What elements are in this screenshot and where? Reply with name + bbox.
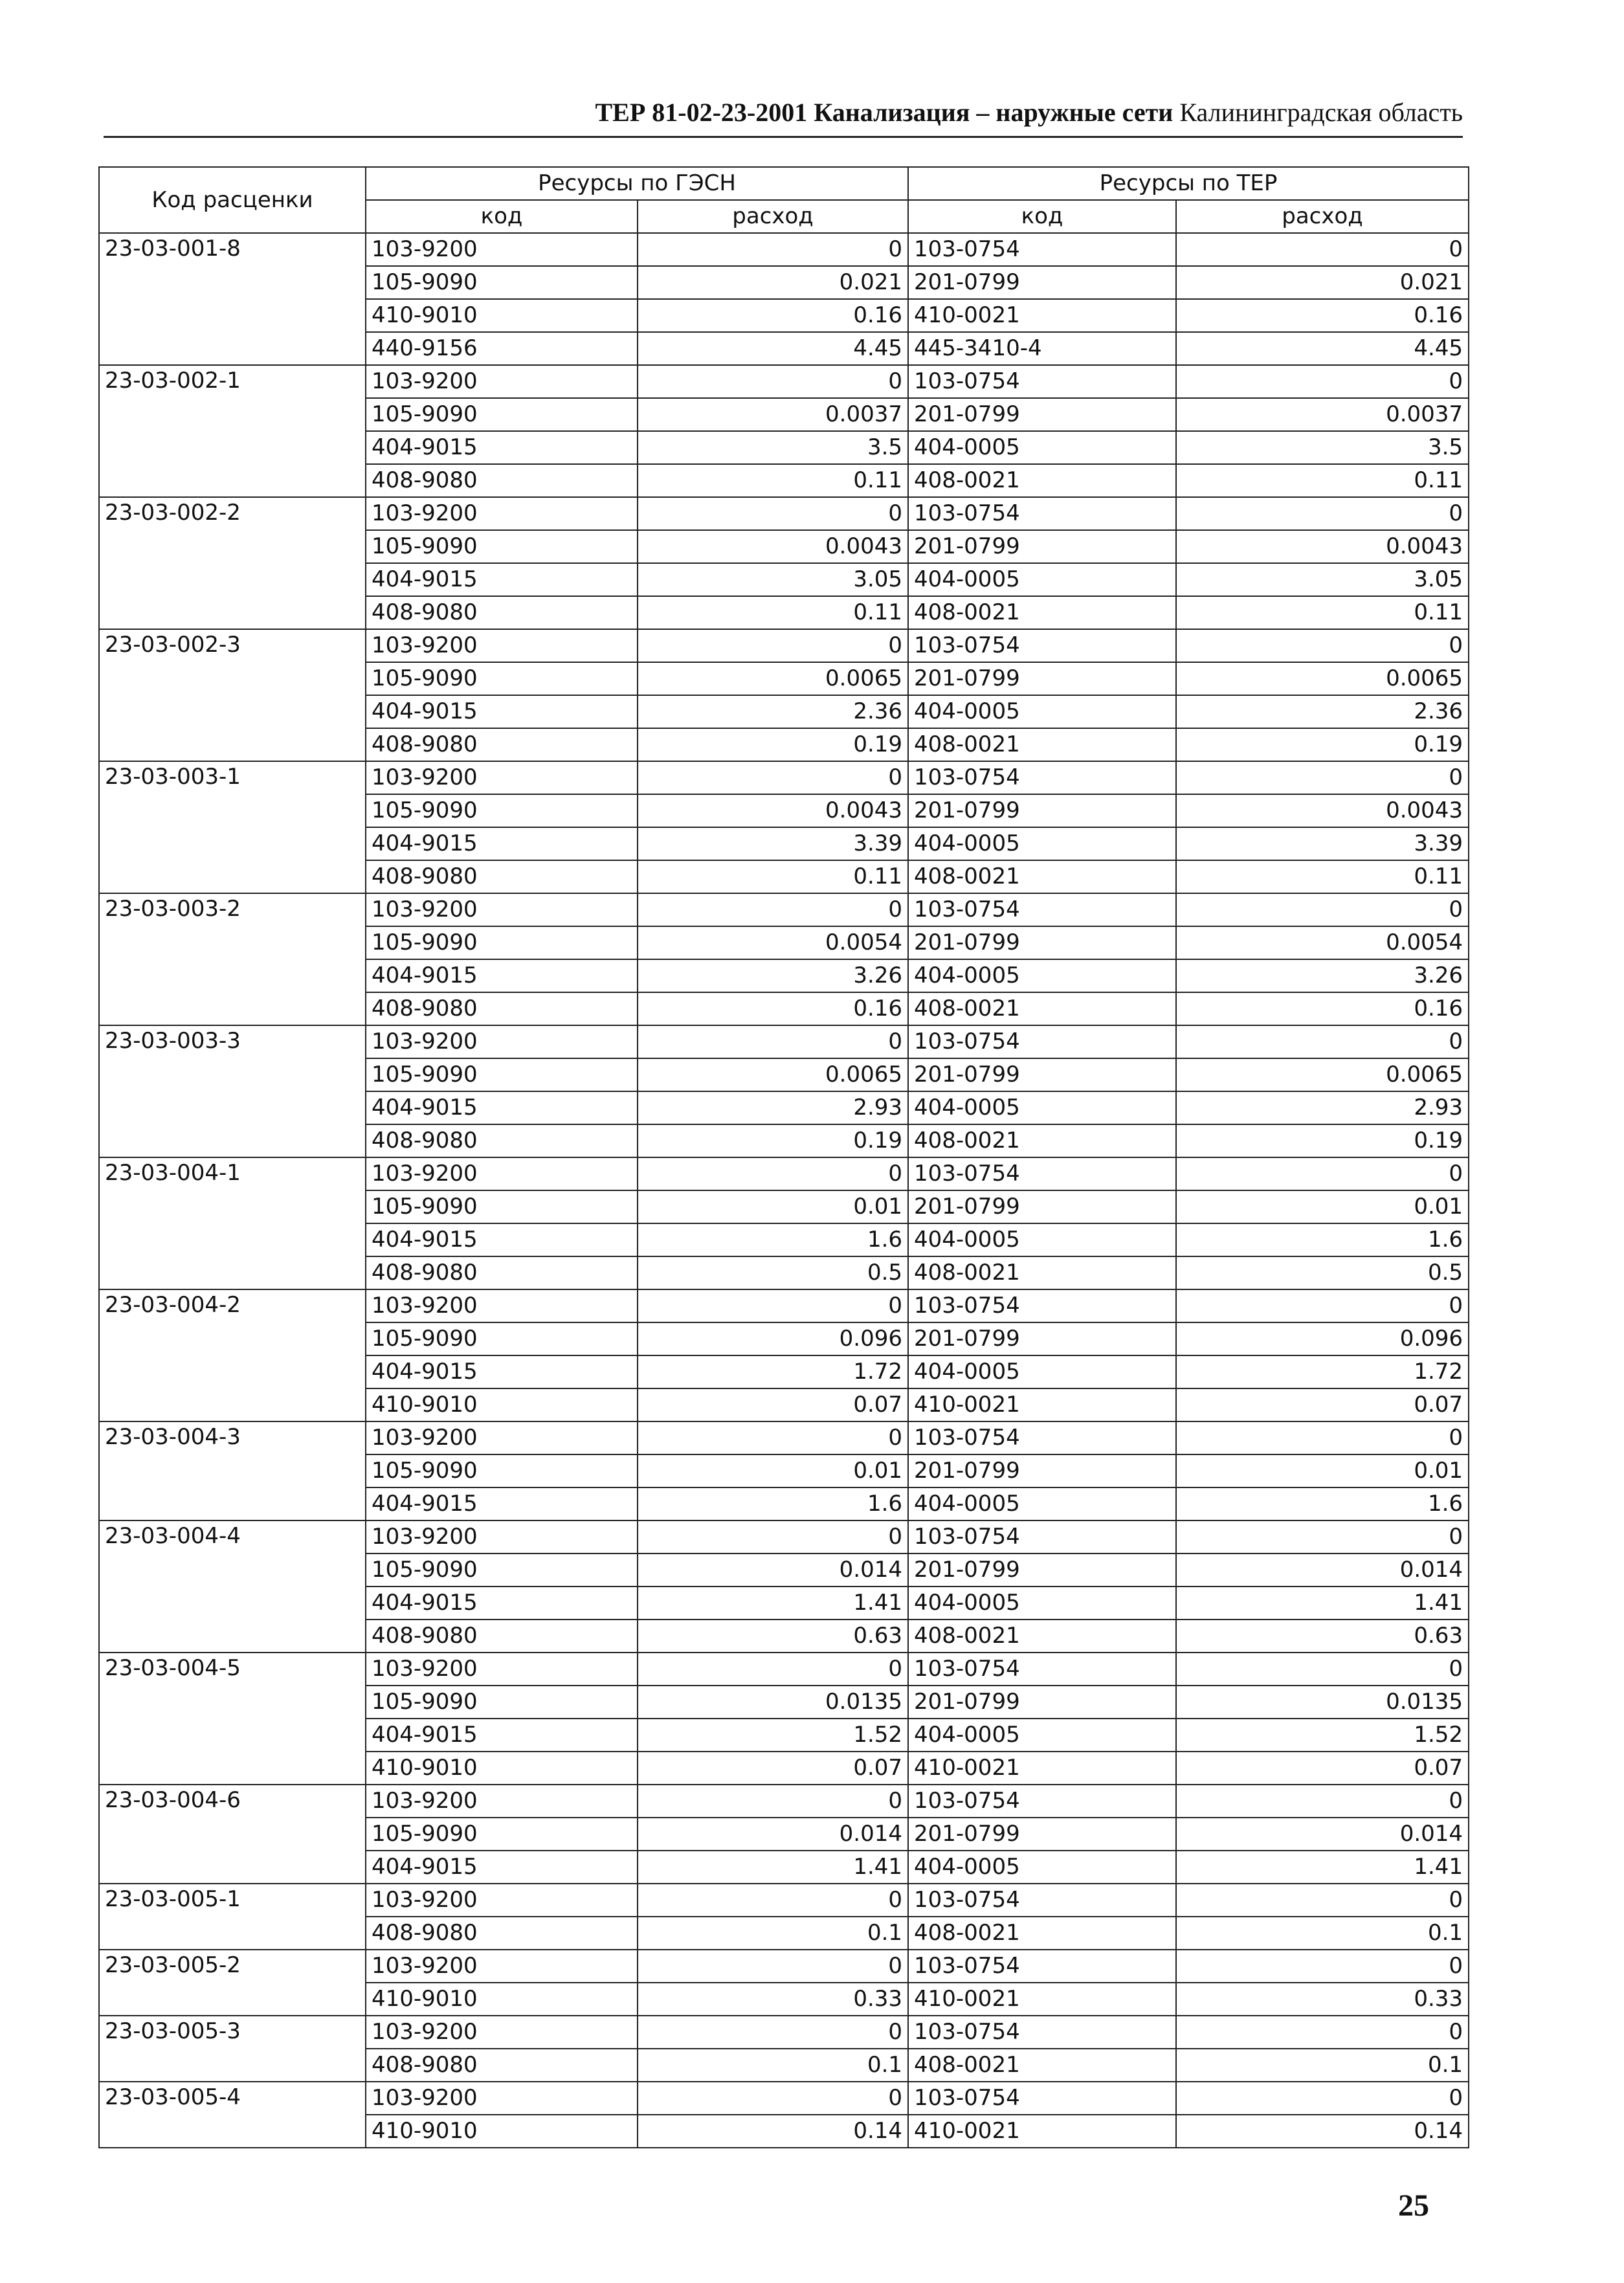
gesn-rate-cell: 0.0135 [638, 1686, 908, 1719]
gesn-rate-cell: 0 [638, 1950, 908, 1983]
ter-code-cell: 201-0799 [908, 1454, 1176, 1487]
ter-code-cell: 404-0005 [908, 1223, 1176, 1256]
region-name: Калининградская область [1179, 98, 1463, 127]
gesn-code-cell: 103-9200 [366, 1884, 638, 1917]
ter-rate-cell: 0.021 [1176, 266, 1469, 299]
ter-code-cell: 408-0021 [908, 860, 1176, 893]
rate-code-cell: 23-03-005-4 [99, 2082, 366, 2148]
page-number: 25 [1398, 2188, 1429, 2223]
gesn-code-cell: 408-9080 [366, 464, 638, 497]
ter-code-cell: 408-0021 [908, 2049, 1176, 2082]
ter-rate-cell: 0.11 [1176, 596, 1469, 629]
gesn-rate-cell: 0.11 [638, 860, 908, 893]
ter-code-cell: 445-3410-4 [908, 332, 1176, 365]
ter-rate-cell: 0.19 [1176, 728, 1469, 761]
gesn-code-cell: 410-9010 [366, 299, 638, 332]
table-row [99, 1025, 1469, 1058]
ter-code-cell: 408-0021 [908, 728, 1176, 761]
ter-rate-cell: 0 [1176, 1289, 1469, 1322]
gesn-code-cell: 105-9090 [366, 794, 638, 827]
ter-code-cell: 103-0754 [908, 1025, 1176, 1058]
ter-rate-cell: 3.5 [1176, 431, 1469, 464]
ter-code-cell: 201-0799 [908, 398, 1176, 431]
page-header [104, 97, 1463, 138]
ter-rate-cell: 0 [1176, 1950, 1469, 1983]
ter-rate-cell: 0.0054 [1176, 926, 1469, 959]
ter-rate-cell: 0 [1176, 629, 1469, 662]
ter-code-cell: 103-0754 [908, 497, 1176, 530]
gesn-code-cell: 408-9080 [366, 1917, 638, 1950]
ter-code-cell: 404-0005 [908, 1091, 1176, 1124]
ter-code-cell: 408-0021 [908, 1620, 1176, 1653]
ter-rate-cell: 0.0043 [1176, 794, 1469, 827]
gesn-rate-cell: 0 [638, 629, 908, 662]
gesn-rate-cell: 0.014 [638, 1818, 908, 1851]
gesn-code-cell: 103-9200 [366, 497, 638, 530]
ter-rate-cell: 0.014 [1176, 1554, 1469, 1587]
gesn-rate-cell: 4.45 [638, 332, 908, 365]
ter-code-cell: 410-0021 [908, 299, 1176, 332]
rate-code-cell: 23-03-002-2 [99, 497, 366, 629]
ter-rate-cell: 0.01 [1176, 1454, 1469, 1487]
gesn-rate-cell: 0 [638, 1520, 908, 1554]
table-row [99, 1950, 1469, 1983]
gesn-code-cell: 404-9015 [366, 563, 638, 596]
ter-rate-cell: 1.72 [1176, 1355, 1469, 1388]
gesn-rate-cell: 0.096 [638, 1322, 908, 1355]
gesn-rate-cell: 0 [638, 365, 908, 398]
gesn-code-cell: 404-9015 [366, 695, 638, 728]
ter-rate-cell: 0.19 [1176, 1124, 1469, 1157]
ter-rate-cell: 1.6 [1176, 1487, 1469, 1520]
rate-code-cell: 23-03-002-3 [99, 629, 366, 761]
gesn-code-cell: 105-9090 [366, 1686, 638, 1719]
gesn-rate-cell: 0.16 [638, 992, 908, 1025]
rate-code-cell: 23-03-004-1 [99, 1157, 366, 1289]
gesn-rate-cell: 0.1 [638, 2049, 908, 2082]
gesn-rate-cell: 0.01 [638, 1190, 908, 1223]
table-row [99, 893, 1469, 926]
ter-rate-cell: 0.11 [1176, 464, 1469, 497]
ter-code-cell: 103-0754 [908, 1421, 1176, 1454]
gesn-rate-cell: 0.07 [638, 1752, 908, 1785]
gesn-code-cell: 105-9090 [366, 398, 638, 431]
gesn-code-cell: 105-9090 [366, 1322, 638, 1355]
ter-code-cell: 201-0799 [908, 1058, 1176, 1091]
table-row [99, 1653, 1469, 1686]
gesn-rate-cell: 0.0054 [638, 926, 908, 959]
ter-rate-cell: 0 [1176, 1520, 1469, 1554]
gesn-code-cell: 103-9200 [366, 2016, 638, 2049]
ter-rate-cell: 0 [1176, 1785, 1469, 1818]
ter-rate-cell: 0.01 [1176, 1190, 1469, 1223]
gesn-code-cell: 105-9090 [366, 266, 638, 299]
gesn-rate-cell: 0.01 [638, 1454, 908, 1487]
gesn-code-cell: 103-9200 [366, 1025, 638, 1058]
ter-rate-cell: 2.36 [1176, 695, 1469, 728]
ter-code-cell: 103-0754 [908, 761, 1176, 794]
gesn-rate-cell: 0.5 [638, 1256, 908, 1289]
ter-rate-cell: 2.93 [1176, 1091, 1469, 1124]
table-row [99, 497, 1469, 530]
gesn-code-cell: 103-9200 [366, 893, 638, 926]
ter-rate-cell: 0 [1176, 761, 1469, 794]
gesn-code-cell: 404-9015 [366, 1223, 638, 1256]
ter-rate-cell: 0.1 [1176, 1917, 1469, 1950]
ter-code-cell: 404-0005 [908, 827, 1176, 860]
gesn-rate-cell: 0.19 [638, 728, 908, 761]
ter-code-cell: 103-0754 [908, 1520, 1176, 1554]
gesn-rate-cell: 0.19 [638, 1124, 908, 1157]
ter-code-cell: 410-0021 [908, 2115, 1176, 2148]
gesn-rate-cell: 0 [638, 893, 908, 926]
ter-rate-cell: 0 [1176, 1025, 1469, 1058]
ter-rate-cell: 0.14 [1176, 2115, 1469, 2148]
ter-code-cell: 404-0005 [908, 1355, 1176, 1388]
gesn-code-cell: 103-9200 [366, 1289, 638, 1322]
gesn-code-cell: 105-9090 [366, 1554, 638, 1587]
table-row [99, 1884, 1469, 1917]
gesn-code-cell: 404-9015 [366, 1587, 638, 1620]
gesn-code-cell: 404-9015 [366, 431, 638, 464]
header-ter-rate: расход [1176, 200, 1469, 233]
ter-rate-cell: 0 [1176, 1653, 1469, 1686]
rate-code-cell: 23-03-005-1 [99, 1884, 366, 1950]
gesn-rate-cell: 0 [638, 1785, 908, 1818]
ter-rate-cell: 0.096 [1176, 1322, 1469, 1355]
ter-code-cell: 201-0799 [908, 794, 1176, 827]
gesn-rate-cell: 2.36 [638, 695, 908, 728]
gesn-rate-cell: 0 [638, 761, 908, 794]
table-row [99, 2082, 1469, 2115]
document-title: Канализация – наружные сети [814, 98, 1174, 127]
ter-rate-cell: 0 [1176, 1421, 1469, 1454]
ter-rate-cell: 0 [1176, 497, 1469, 530]
ter-code-cell: 408-0021 [908, 464, 1176, 497]
gesn-code-cell: 105-9090 [366, 1190, 638, 1223]
rate-code-cell: 23-03-005-2 [99, 1950, 366, 2016]
gesn-rate-cell: 0 [638, 1157, 908, 1190]
gesn-code-cell: 404-9015 [366, 827, 638, 860]
gesn-code-cell: 410-9010 [366, 1983, 638, 2016]
ter-rate-cell: 0.014 [1176, 1818, 1469, 1851]
ter-code-cell: 408-0021 [908, 1256, 1176, 1289]
gesn-rate-cell: 0 [638, 233, 908, 266]
ter-rate-cell: 1.52 [1176, 1719, 1469, 1752]
ter-code-cell: 408-0021 [908, 596, 1176, 629]
gesn-code-cell: 404-9015 [366, 1719, 638, 1752]
gesn-code-cell: 103-9200 [366, 365, 638, 398]
ter-rate-cell: 0 [1176, 1157, 1469, 1190]
ter-code-cell: 201-0799 [908, 926, 1176, 959]
rate-code-cell: 23-03-004-2 [99, 1289, 366, 1421]
gesn-code-cell: 408-9080 [366, 1620, 638, 1653]
ter-code-cell: 404-0005 [908, 1851, 1176, 1884]
gesn-code-cell: 105-9090 [366, 662, 638, 695]
gesn-rate-cell: 3.5 [638, 431, 908, 464]
gesn-rate-cell: 0.63 [638, 1620, 908, 1653]
gesn-rate-cell: 0.0043 [638, 794, 908, 827]
table-row [99, 629, 1469, 662]
ter-code-cell: 404-0005 [908, 695, 1176, 728]
ter-code-cell: 103-0754 [908, 1950, 1176, 1983]
ter-code-cell: 103-0754 [908, 1884, 1176, 1917]
ter-rate-cell: 0 [1176, 893, 1469, 926]
ter-rate-cell: 4.45 [1176, 332, 1469, 365]
ter-code-cell: 404-0005 [908, 1487, 1176, 1520]
header-gesn-resources: Ресурсы по ГЭСН [366, 167, 908, 200]
gesn-rate-cell: 0 [638, 1289, 908, 1322]
gesn-code-cell: 103-9200 [366, 233, 638, 266]
gesn-rate-cell: 0 [638, 2082, 908, 2115]
gesn-rate-cell: 0.0065 [638, 662, 908, 695]
gesn-code-cell: 404-9015 [366, 1487, 638, 1520]
ter-rate-cell: 0.0135 [1176, 1686, 1469, 1719]
ter-code-cell: 103-0754 [908, 893, 1176, 926]
gesn-code-cell: 404-9015 [366, 1355, 638, 1388]
ter-rate-cell: 0.0043 [1176, 530, 1469, 563]
ter-rate-cell: 1.6 [1176, 1223, 1469, 1256]
ter-code-cell: 404-0005 [908, 1587, 1176, 1620]
resources-table [98, 166, 1469, 2148]
rate-code-cell: 23-03-003-3 [99, 1025, 366, 1157]
table-row [99, 1785, 1469, 1818]
ter-code-cell: 103-0754 [908, 1157, 1176, 1190]
ter-code-cell: 201-0799 [908, 1322, 1176, 1355]
ter-rate-cell: 0.33 [1176, 1983, 1469, 2016]
gesn-rate-cell: 0.33 [638, 1983, 908, 2016]
ter-rate-cell: 0.16 [1176, 299, 1469, 332]
ter-rate-cell: 0 [1176, 233, 1469, 266]
ter-rate-cell: 0.5 [1176, 1256, 1469, 1289]
ter-code-cell: 201-0799 [908, 530, 1176, 563]
ter-code-cell: 201-0799 [908, 1554, 1176, 1587]
ter-code-cell: 103-0754 [908, 1653, 1176, 1686]
ter-code-cell: 404-0005 [908, 431, 1176, 464]
ter-rate-cell: 1.41 [1176, 1587, 1469, 1620]
ter-rate-cell: 1.41 [1176, 1851, 1469, 1884]
table-row [99, 1421, 1469, 1454]
gesn-rate-cell: 3.26 [638, 959, 908, 992]
table-row [99, 1157, 1469, 1190]
ter-rate-cell: 0 [1176, 2016, 1469, 2049]
ter-code-cell: 201-0799 [908, 1818, 1176, 1851]
ter-code-cell: 103-0754 [908, 629, 1176, 662]
gesn-rate-cell: 0.021 [638, 266, 908, 299]
gesn-code-cell: 410-9010 [366, 1752, 638, 1785]
ter-code-cell: 201-0799 [908, 266, 1176, 299]
gesn-rate-cell: 0 [638, 1884, 908, 1917]
header-rate-code: Код расценки [99, 167, 366, 233]
gesn-rate-cell: 0 [638, 2016, 908, 2049]
table-row [99, 761, 1469, 794]
gesn-rate-cell: 1.41 [638, 1851, 908, 1884]
ter-rate-cell: 0.16 [1176, 992, 1469, 1025]
gesn-code-cell: 103-9200 [366, 1520, 638, 1554]
ter-rate-cell: 0.0065 [1176, 662, 1469, 695]
ter-code-cell: 201-0799 [908, 662, 1176, 695]
gesn-code-cell: 103-9200 [366, 1785, 638, 1818]
gesn-rate-cell: 0 [638, 1421, 908, 1454]
gesn-code-cell: 404-9015 [366, 959, 638, 992]
gesn-rate-cell: 0.1 [638, 1917, 908, 1950]
ter-rate-cell: 0.63 [1176, 1620, 1469, 1653]
ter-code-cell: 404-0005 [908, 563, 1176, 596]
ter-code-cell: 404-0005 [908, 959, 1176, 992]
rate-code-cell: 23-03-002-1 [99, 365, 366, 497]
table-row [99, 1520, 1469, 1554]
gesn-code-cell: 105-9090 [366, 1058, 638, 1091]
gesn-rate-cell: 0 [638, 1653, 908, 1686]
gesn-code-cell: 408-9080 [366, 728, 638, 761]
ter-rate-cell: 0.1 [1176, 2049, 1469, 2082]
rate-code-cell: 23-03-004-3 [99, 1421, 366, 1520]
ter-code-cell: 201-0799 [908, 1190, 1176, 1223]
gesn-code-cell: 103-9200 [366, 1653, 638, 1686]
rate-code-cell: 23-03-004-4 [99, 1520, 366, 1653]
gesn-rate-cell: 0.14 [638, 2115, 908, 2148]
ter-code-cell: 103-0754 [908, 233, 1176, 266]
gesn-code-cell: 410-9010 [366, 2115, 638, 2148]
gesn-code-cell: 408-9080 [366, 1124, 638, 1157]
gesn-rate-cell: 0 [638, 1025, 908, 1058]
gesn-code-cell: 408-9080 [366, 2049, 638, 2082]
ter-rate-cell: 0.07 [1176, 1388, 1469, 1421]
ter-code-cell: 410-0021 [908, 1752, 1176, 1785]
gesn-code-cell: 105-9090 [366, 926, 638, 959]
ter-code-cell: 410-0021 [908, 1983, 1176, 2016]
gesn-code-cell: 103-9200 [366, 1157, 638, 1190]
header-gesn-code: код [366, 200, 638, 233]
gesn-code-cell: 408-9080 [366, 860, 638, 893]
ter-rate-cell: 3.26 [1176, 959, 1469, 992]
rate-code-cell: 23-03-003-1 [99, 761, 366, 893]
ter-code-cell: 408-0021 [908, 1124, 1176, 1157]
document-code: ТЕР 81-02-23-2001 [595, 98, 808, 127]
gesn-code-cell: 408-9080 [366, 596, 638, 629]
gesn-rate-cell: 2.93 [638, 1091, 908, 1124]
ter-code-cell: 410-0021 [908, 1388, 1176, 1421]
ter-rate-cell: 0 [1176, 1884, 1469, 1917]
gesn-code-cell: 103-9200 [366, 1950, 638, 1983]
gesn-code-cell: 410-9010 [366, 1388, 638, 1421]
rate-code-cell: 23-03-005-3 [99, 2016, 366, 2082]
ter-code-cell: 103-0754 [908, 1785, 1176, 1818]
gesn-rate-cell: 0.0043 [638, 530, 908, 563]
ter-code-cell: 404-0005 [908, 1719, 1176, 1752]
table-row [99, 2016, 1469, 2049]
gesn-rate-cell: 1.52 [638, 1719, 908, 1752]
gesn-rate-cell: 1.72 [638, 1355, 908, 1388]
gesn-rate-cell: 0.014 [638, 1554, 908, 1587]
header-ter-code: код [908, 200, 1176, 233]
table-row [99, 365, 1469, 398]
gesn-rate-cell: 1.6 [638, 1223, 908, 1256]
ter-code-cell: 201-0799 [908, 1686, 1176, 1719]
header-gesn-rate: расход [638, 200, 908, 233]
gesn-code-cell: 404-9015 [366, 1851, 638, 1884]
gesn-code-cell: 408-9080 [366, 992, 638, 1025]
rate-code-cell: 23-03-001-8 [99, 233, 366, 365]
gesn-rate-cell: 3.05 [638, 563, 908, 596]
header-ter-resources: Ресурсы по ТЕР [908, 167, 1469, 200]
table-row [99, 1289, 1469, 1322]
gesn-code-cell: 103-9200 [366, 761, 638, 794]
gesn-code-cell: 105-9090 [366, 530, 638, 563]
gesn-code-cell: 440-9156 [366, 332, 638, 365]
rate-code-cell: 23-03-003-2 [99, 893, 366, 1025]
ter-rate-cell: 0.11 [1176, 860, 1469, 893]
table-row [99, 233, 1469, 266]
gesn-code-cell: 404-9015 [366, 1091, 638, 1124]
gesn-rate-cell: 0.11 [638, 596, 908, 629]
ter-rate-cell: 0 [1176, 2082, 1469, 2115]
ter-code-cell: 103-0754 [908, 1289, 1176, 1322]
ter-rate-cell: 0.0037 [1176, 398, 1469, 431]
table-body [99, 233, 1469, 2148]
gesn-rate-cell: 0.0037 [638, 398, 908, 431]
gesn-code-cell: 103-9200 [366, 1421, 638, 1454]
gesn-code-cell: 105-9090 [366, 1454, 638, 1487]
ter-rate-cell: 3.05 [1176, 563, 1469, 596]
rate-code-cell: 23-03-004-5 [99, 1653, 366, 1785]
gesn-code-cell: 408-9080 [366, 1256, 638, 1289]
ter-rate-cell: 0.07 [1176, 1752, 1469, 1785]
ter-code-cell: 103-0754 [908, 2082, 1176, 2115]
ter-code-cell: 408-0021 [908, 1917, 1176, 1950]
gesn-code-cell: 103-9200 [366, 629, 638, 662]
gesn-rate-cell: 0.0065 [638, 1058, 908, 1091]
gesn-code-cell: 103-9200 [366, 2082, 638, 2115]
gesn-code-cell: 105-9090 [366, 1818, 638, 1851]
ter-code-cell: 408-0021 [908, 992, 1176, 1025]
gesn-rate-cell: 1.6 [638, 1487, 908, 1520]
ter-rate-cell: 0.0065 [1176, 1058, 1469, 1091]
ter-rate-cell: 0 [1176, 365, 1469, 398]
ter-code-cell: 103-0754 [908, 2016, 1176, 2049]
gesn-rate-cell: 0.16 [638, 299, 908, 332]
ter-code-cell: 103-0754 [908, 365, 1176, 398]
gesn-rate-cell: 0.07 [638, 1388, 908, 1421]
rate-code-cell: 23-03-004-6 [99, 1785, 366, 1884]
gesn-rate-cell: 3.39 [638, 827, 908, 860]
ter-rate-cell: 3.39 [1176, 827, 1469, 860]
gesn-rate-cell: 1.41 [638, 1587, 908, 1620]
gesn-rate-cell: 0.11 [638, 464, 908, 497]
gesn-rate-cell: 0 [638, 497, 908, 530]
